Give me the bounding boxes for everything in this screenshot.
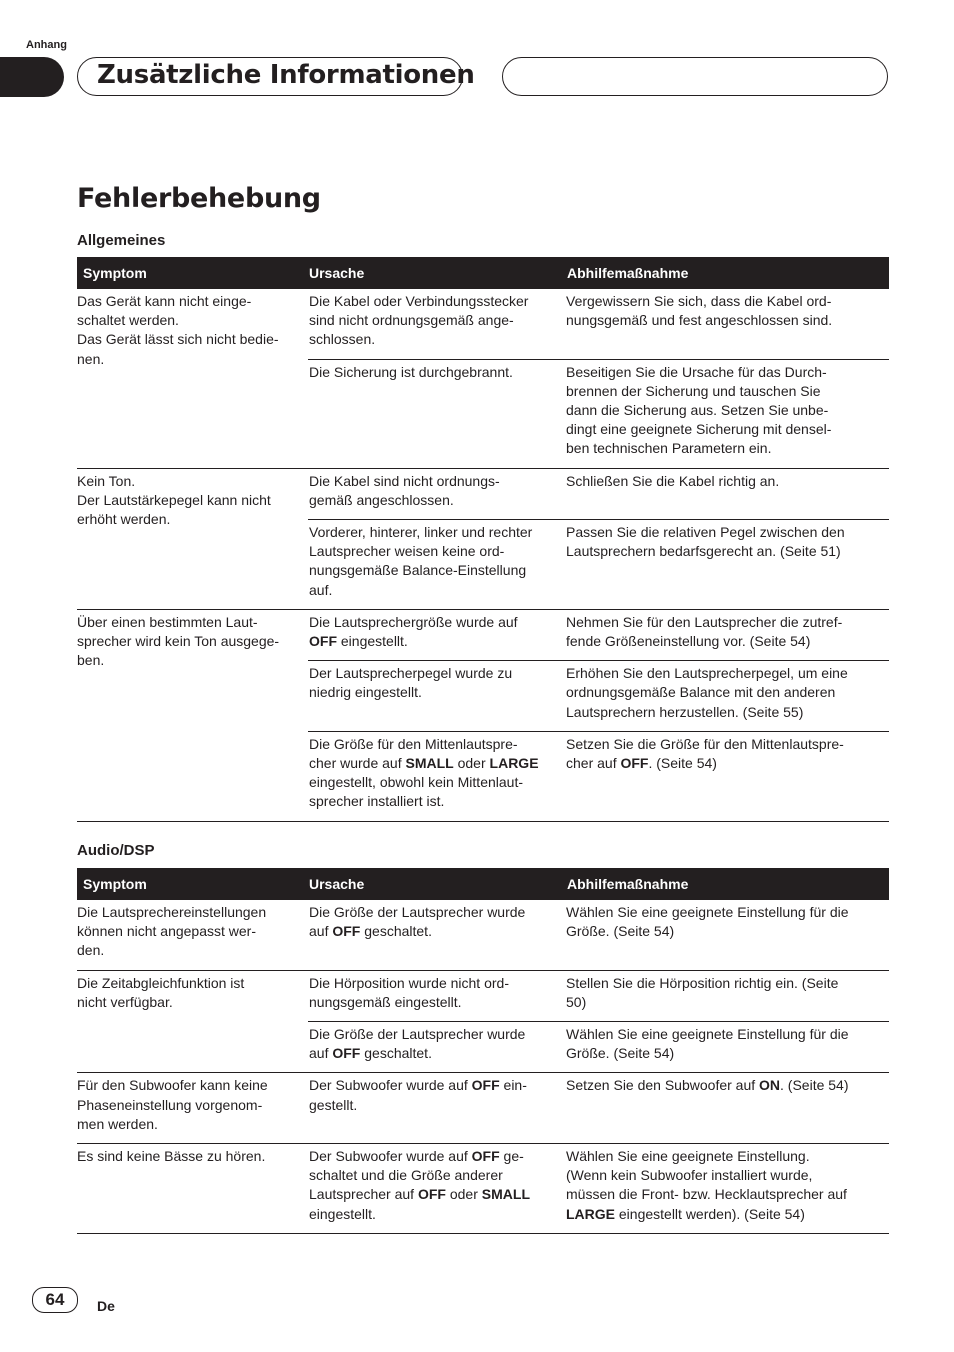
cause-cell xyxy=(308,289,566,359)
text-line: Erhöhen Sie den Lautsprecherpegel, um eine xyxy=(566,665,848,682)
text-line: dann die Sicherung aus. Setzen Sie unbe- xyxy=(566,402,829,419)
text-line: Lautsprechern herzustellen. (Seite 55) xyxy=(566,703,804,720)
setting-value: LARGE xyxy=(489,755,539,772)
remedy-cell xyxy=(566,661,889,732)
remedy-cell xyxy=(566,289,889,359)
symptom-cell xyxy=(77,970,308,1073)
text-line: men werden. xyxy=(77,1115,158,1132)
setting-value: OFF xyxy=(309,633,337,650)
text-line: gemäß angeschlossen. xyxy=(309,491,454,508)
text-line: sprecher installiert ist. xyxy=(309,793,445,810)
text-line: Über einen bestimmten Laut- xyxy=(77,613,258,630)
text-line: nicht verfügbar. xyxy=(77,993,173,1010)
text-line: erhöht werden. xyxy=(77,511,171,528)
text-line: Die Sicherung ist durchgebrannt. xyxy=(309,363,513,380)
text-line: gestellt. xyxy=(309,1096,358,1113)
setting-value: SMALL xyxy=(481,1186,530,1203)
text-line: Der Lautsprecherpegel wurde zu xyxy=(309,665,513,682)
remedy-cell xyxy=(566,359,889,468)
text-line: Das Gerät kann nicht einge- xyxy=(77,293,252,309)
text-line: ordnungsgemäße Balance mit den anderen xyxy=(566,684,836,701)
text-fragment: auf xyxy=(309,923,333,940)
language-code: De xyxy=(97,1298,115,1314)
chapter-title: Zusätzliche Informationen xyxy=(97,60,475,90)
cause-cell xyxy=(308,609,566,660)
text-line: nen. xyxy=(77,350,105,367)
cause-cell xyxy=(308,1073,566,1144)
section-heading-audio-dsp: Audio/DSP xyxy=(77,842,155,859)
text-line: schaltet werden. xyxy=(77,312,179,329)
text-line: (Wenn kein Subwoofer installiert wurde, xyxy=(566,1167,813,1184)
text-fragment: eingestellt. xyxy=(337,633,408,650)
column-header-cause: Ursache xyxy=(308,868,566,900)
text-line: ben. xyxy=(77,652,105,669)
text-fragment: . (Seite 54) xyxy=(780,1077,849,1094)
text-line: nungsgemäß eingestellt. xyxy=(309,993,462,1010)
text-line: Die Kabel sind nicht ordnungs- xyxy=(309,472,500,489)
text-line: Stellen Sie die Hörposition richtig ein. (Seite xyxy=(566,974,839,991)
cause-cell xyxy=(308,520,566,610)
text-line: Der Lautstärkepegel kann nicht xyxy=(77,491,271,508)
table-row xyxy=(77,289,889,359)
text-fragment: oder xyxy=(453,755,490,772)
text-line: nungsgemäß und fest angeschlossen sind. xyxy=(566,312,833,329)
text-line: Die Größe der Lautsprecher wurde xyxy=(309,1026,526,1043)
text-fragment: ge- xyxy=(499,1148,524,1165)
text-line: Wählen Sie eine geeignete Einstellung. xyxy=(566,1148,810,1165)
table-row xyxy=(77,609,889,660)
troubleshooting-table-audio-dsp xyxy=(77,868,889,1234)
text-line: eingestellt, obwohl kein Mittenlaut- xyxy=(309,774,524,791)
setting-value: OFF xyxy=(332,923,361,940)
setting-value: LARGE xyxy=(566,1205,615,1222)
remedy-cell xyxy=(566,1073,889,1144)
text-line: Wählen Sie eine geeignete Einstellung für die xyxy=(566,1026,849,1043)
remedy-cell xyxy=(566,520,889,610)
text-line: Es sind keine Bässe zu hören. xyxy=(77,1148,266,1165)
column-header-symptom: Symptom xyxy=(77,257,308,289)
text-line: Das Gerät lässt sich nicht bedie- xyxy=(77,331,279,348)
text-line: dingt eine geeignete Sicherung mit densel- xyxy=(566,421,832,438)
text-line: brennen der Sicherung und tauschen Sie xyxy=(566,382,821,399)
text-line: den. xyxy=(77,942,105,959)
text-line: Die Lautsprechereinstellungen xyxy=(77,904,267,920)
remedy-cell xyxy=(566,1022,889,1073)
remedy-cell xyxy=(566,731,889,821)
text-line: Die Größe für den Mittenlautspre- xyxy=(309,735,518,752)
column-header-remedy: Abhilfemaßnahme xyxy=(566,257,889,289)
text-fragment: Der Subwoofer wurde auf xyxy=(309,1077,472,1094)
text-fragment: Lautsprecher auf xyxy=(309,1186,418,1203)
cause-cell xyxy=(308,468,566,519)
text-line: Kein Ton. xyxy=(77,472,136,489)
remedy-cell xyxy=(566,970,889,1021)
symptom-cell xyxy=(77,1073,308,1144)
setting-value: OFF xyxy=(471,1148,500,1165)
text-line: schlossen. xyxy=(309,331,376,348)
cause-cell xyxy=(308,731,566,821)
text-fragment: cher wurde auf xyxy=(309,755,406,772)
chapter-title-box xyxy=(77,57,475,96)
setting-value: ON xyxy=(759,1077,781,1094)
section-heading-general: Allgemeines xyxy=(77,232,166,249)
text-line: Vorderer, hinterer, linker und rechter xyxy=(309,524,533,541)
cause-cell xyxy=(308,661,566,732)
text-line: nungsgemäße Balance-Einstellung xyxy=(309,562,527,579)
text-line: Nehmen Sie für den Lautsprecher die zutref- xyxy=(566,613,843,630)
remedy-cell xyxy=(566,609,889,660)
text-line: Lautsprecher weisen keine ord- xyxy=(309,543,505,560)
remedy-cell xyxy=(566,468,889,519)
setting-value: OFF xyxy=(471,1077,500,1094)
text-line: schaltet und die Größe anderer xyxy=(309,1167,503,1184)
cause-cell xyxy=(308,359,566,468)
remedy-cell xyxy=(566,1144,889,1234)
text-line: Die Größe der Lautsprecher wurde xyxy=(309,904,526,920)
text-fragment: geschaltet. xyxy=(360,923,432,940)
text-fragment: cher auf xyxy=(566,755,621,772)
column-header-cause: Ursache xyxy=(308,257,566,289)
text-line: sind nicht ordnungsgemäß ange- xyxy=(309,312,514,329)
text-line: Größe. (Seite 54) xyxy=(566,1045,675,1062)
cause-cell xyxy=(308,1022,566,1073)
empty-header-box xyxy=(502,57,888,96)
text-line: Phaseneinstellung vorgenom- xyxy=(77,1096,263,1113)
text-fragment: Setzen Sie den Subwoofer auf xyxy=(566,1077,760,1094)
text-fragment: Der Subwoofer wurde auf xyxy=(309,1148,472,1165)
table-header-row xyxy=(77,257,889,289)
text-fragment: eingestellt werden). (Seite 54) xyxy=(615,1205,805,1222)
troubleshooting-table-general xyxy=(77,257,889,822)
section-tab-marker xyxy=(0,57,64,97)
remedy-cell xyxy=(566,900,889,970)
table-row xyxy=(77,900,889,970)
text-line: Passen Sie die relativen Pegel zwischen den xyxy=(566,524,845,541)
text-line: können nicht angepasst wer- xyxy=(77,923,256,940)
text-line: fende Größeneinstellung vor. (Seite 54) xyxy=(566,633,811,650)
text-line: sprecher wird kein Ton ausgege- xyxy=(77,633,280,650)
page-heading: Fehlerbehebung xyxy=(77,183,321,214)
setting-value: OFF xyxy=(620,755,649,772)
table-header-row xyxy=(77,868,889,900)
text-line: Die Zeitabgleichfunktion ist xyxy=(77,974,245,991)
symptom-cell xyxy=(77,468,308,609)
cause-cell xyxy=(308,900,566,970)
text-line: eingestellt. xyxy=(309,1205,376,1222)
text-line: Beseitigen Sie die Ursache für das Durch- xyxy=(566,363,827,380)
text-line: Lautsprechern bedarfsgerecht an. (Seite 51) xyxy=(566,543,841,560)
page-number: 64 xyxy=(32,1287,78,1313)
text-line: Für den Subwoofer kann keine xyxy=(77,1077,268,1094)
table-row xyxy=(77,1144,889,1234)
text-line: Die Hörposition wurde nicht ord- xyxy=(309,974,509,991)
text-fragment: oder xyxy=(445,1186,482,1203)
symptom-cell xyxy=(77,900,308,970)
text-line: Die Kabel oder Verbindungsstecker xyxy=(309,293,529,309)
setting-value: OFF xyxy=(417,1186,446,1203)
text-line: Setzen Sie die Größe für den Mittenlautspre- xyxy=(566,735,844,752)
text-line: Vergewissern Sie sich, dass die Kabel ord- xyxy=(566,293,832,309)
text-line: auf. xyxy=(309,581,333,598)
cause-cell xyxy=(308,970,566,1021)
text-fragment: geschaltet. xyxy=(360,1045,432,1062)
text-fragment: auf xyxy=(309,1045,333,1062)
table-row xyxy=(77,970,889,1021)
text-line: ben technischen Parametern ein. xyxy=(566,440,772,457)
column-header-remedy: Abhilfemaßnahme xyxy=(566,868,889,900)
text-line: Wählen Sie eine geeignete Einstellung für die xyxy=(566,904,849,920)
cause-cell xyxy=(308,1144,566,1234)
setting-value: OFF xyxy=(332,1045,361,1062)
column-header-symptom: Symptom xyxy=(77,868,308,900)
text-line: müssen die Front- bzw. Hecklautsprecher auf xyxy=(566,1186,847,1203)
text-fragment: . (Seite 54) xyxy=(648,755,717,772)
table-row xyxy=(77,1073,889,1144)
section-label: Anhang xyxy=(26,39,67,51)
text-fragment: ein- xyxy=(499,1077,527,1094)
symptom-cell xyxy=(77,1144,308,1234)
text-line: Größe. (Seite 54) xyxy=(566,923,675,940)
setting-value: SMALL xyxy=(405,755,454,772)
text-line: 50) xyxy=(566,993,587,1010)
symptom-cell xyxy=(77,289,308,468)
text-line: Die Lautsprechergröße wurde auf xyxy=(309,613,518,630)
text-line: niedrig eingestellt. xyxy=(309,684,422,701)
symptom-cell xyxy=(77,609,308,821)
text-line: Schließen Sie die Kabel richtig an. xyxy=(566,472,780,489)
table-row xyxy=(77,468,889,519)
